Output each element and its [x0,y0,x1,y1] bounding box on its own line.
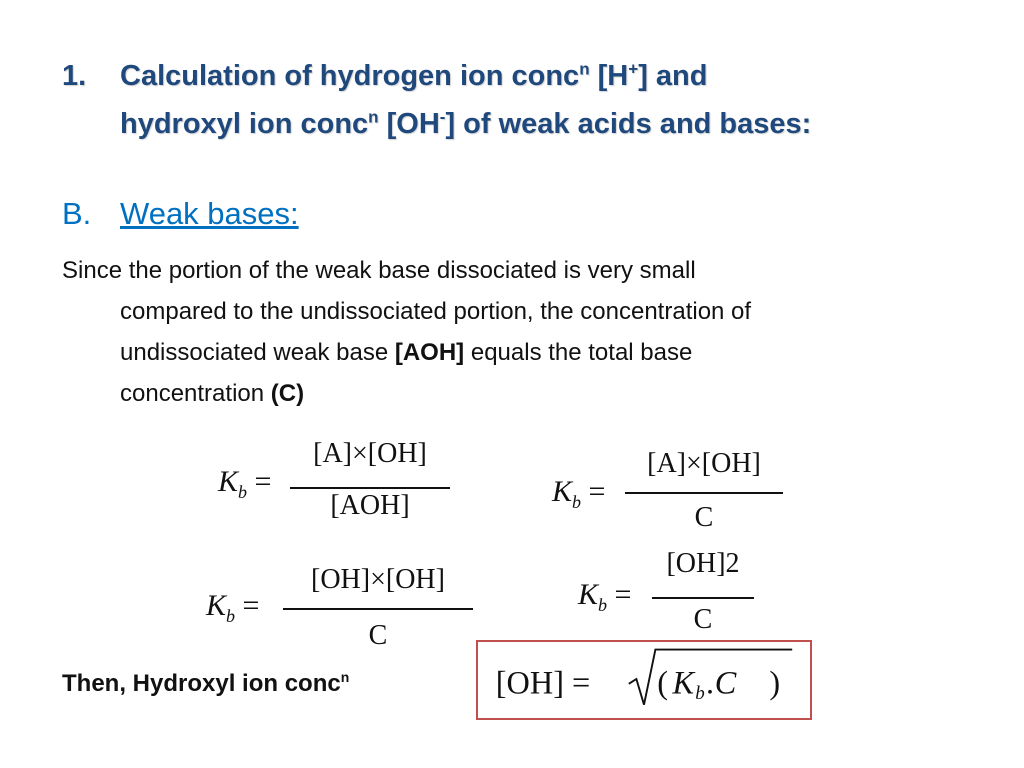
eq4-lhs [578,578,631,616]
c-term: (C) [270,380,305,407]
eq2-sub: b [572,492,582,512]
eq3-lhs [206,589,259,627]
paragraph-line-1: Since the portion of the weak base dissociated is very small [62,257,696,284]
eq3-equals: = [235,589,260,622]
eq4-equals: = [607,578,632,611]
eq4-fraction-bar [652,597,754,599]
eq2-equals: = [581,475,606,508]
subheading-text: Weak bases: [120,196,299,231]
radicand-open: ( [657,664,669,701]
eq1-fraction-bar [290,487,450,489]
eq1-lhs [218,465,271,503]
eq1-sub: b [238,482,248,502]
eq1-fraction [290,436,450,536]
paragraph-line-3 [62,332,992,373]
title-line-1-h: [H [589,60,629,92]
title-line-2-oh: [OH [378,108,440,140]
title-line-2-end: ] of weak acids and bases: [445,108,812,140]
conclusion-text: Then, Hydroxyl ion conc [62,670,341,697]
title-line-1-end: ] and [638,60,708,92]
eq2-lhs [552,475,605,513]
title-line-1-text: Calculation of hydrogen ion conc [120,60,580,92]
radicand-close: ) [769,664,781,701]
aoh-term: [AOH] [394,339,465,366]
eq3-fraction [283,562,473,658]
radicand-k: K [672,664,695,701]
result-formula [478,642,810,718]
paragraph-line-3a: undissociated weak base [120,339,395,366]
eq4-denominator: C [693,604,713,635]
eq4-k: K [578,578,599,611]
body-paragraph [62,250,992,414]
eq4-fraction [652,548,754,642]
eq1-numerator: [A]×[OH] [313,438,427,469]
title-line-1 [120,52,707,100]
title-sup-minus: - [439,107,446,127]
eq3-k: K [206,589,227,622]
eq3-denominator: C [368,620,388,651]
radicand-c: .C [706,664,737,701]
title-line-2-text: hydroxyl ion conc [120,108,369,140]
eq3-fraction-bar [283,608,473,610]
eq1-denominator: [AOH] [330,490,410,521]
eq1-k: K [218,465,239,498]
eq2-denominator: C [694,502,714,533]
subheading-letter: B. [62,196,92,231]
conclusion-label [62,670,349,698]
paragraph-line-2: compared to the undissociated portion, the concentration of [120,298,752,325]
conclusion-sup-n: n [340,669,350,685]
result-box [476,640,812,720]
eq2-k: K [552,475,573,508]
paragraph-line-4a: concentration [120,380,271,407]
result-lhs: [OH] = [495,664,591,701]
eq4-numerator: [OH]2 [666,548,740,579]
eq2-fraction [625,448,783,544]
title-sup-n: n [579,59,590,79]
radicand-k-sub: b [695,683,705,704]
title-sup-n-2: n [368,107,379,127]
eq2-numerator: [A]×[OH] [647,448,761,479]
eq2-fraction-bar [625,492,783,494]
eq1-equals: = [247,465,272,498]
title-number: 1. [62,60,87,92]
eq3-sub: b [226,606,236,626]
paragraph-line-3c: equals the total base [464,339,693,366]
eq4-sub: b [598,595,608,615]
paragraph-line-4 [62,373,992,414]
eq3-numerator: [OH]×[OH] [311,564,445,595]
title-line-2 [120,100,811,148]
title-sup-plus: + [628,59,639,79]
